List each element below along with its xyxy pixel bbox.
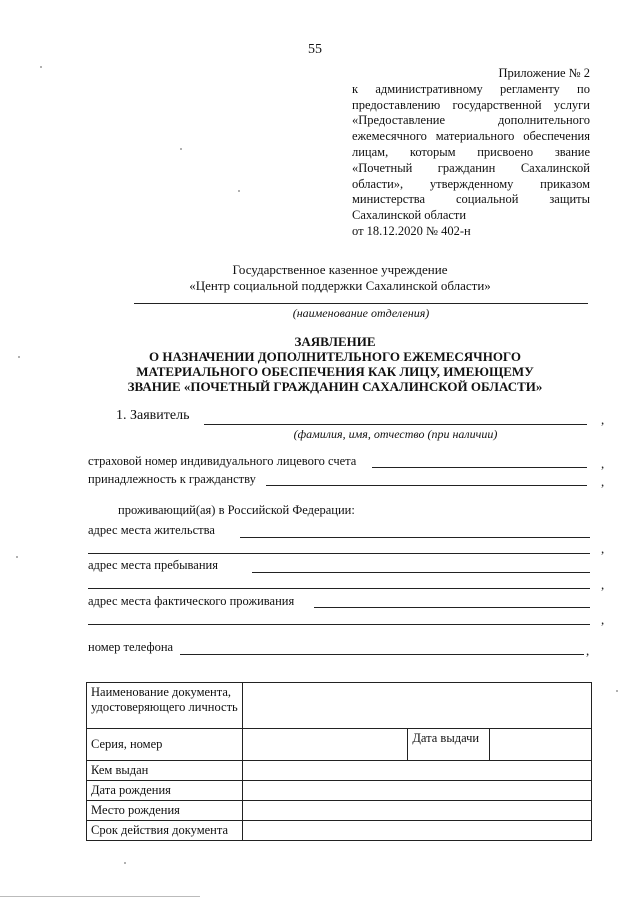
doc-name-label: Наименование документа, удостоверяющего личность [87, 683, 243, 729]
appendix-line: к административному регламенту по [352, 81, 590, 96]
title-line3: МАТЕРИАЛЬНОГО ОБЕСПЕЧЕНИЯ КАК ЛИЦУ, ИМЕЮЩЕМУ [136, 364, 534, 379]
title-line4: ЗВАНИЕ «ПОЧЕТНЫЙ ГРАЖДАНИН САХАЛИНСКОЙ ОБЛАСТИ» [127, 379, 543, 394]
actual-address-field[interactable] [314, 607, 590, 608]
title-line2: О НАЗНАЧЕНИИ ДОПОЛНИТЕЛЬНОГО ЕЖЕМЕСЯЧНОГО [149, 349, 521, 364]
table-row [87, 781, 592, 801]
title-line1: ЗАЯВЛЕНИЕ [294, 334, 376, 349]
appendix-line: «Почетный гражданин Сахалинской [352, 160, 590, 175]
appendix-line: Сахалинской области [352, 208, 467, 223]
table-row [87, 683, 592, 729]
appendix-line: ежемесячного материального обеспечения [352, 129, 590, 144]
residence-address-label: адрес места жительства [88, 523, 215, 537]
appendix-line: области», утвержденному приказом [352, 176, 590, 191]
table-row [87, 729, 592, 761]
page-number: 55 [308, 42, 322, 57]
phone-field[interactable] [180, 654, 584, 655]
issue-date-label: Дата выдачи [408, 729, 490, 761]
citizenship-label: принадлежность к гражданству [88, 472, 256, 486]
birth-date-cell[interactable] [242, 781, 591, 801]
issued-by-cell[interactable] [242, 761, 591, 781]
appendix-block [352, 66, 590, 240]
appendix-line: «Предоставление дополнительного [352, 113, 590, 128]
scan-speck [616, 690, 618, 692]
comma: , [601, 577, 605, 592]
stay-address-field-2[interactable] [88, 588, 590, 589]
birth-date-label: Дата рождения [87, 781, 243, 801]
table-row [87, 801, 592, 821]
actual-address-label: адрес места фактического проживания [88, 594, 295, 608]
comma: , [601, 541, 605, 556]
doc-name-cell[interactable] [242, 683, 591, 729]
scan-speck [18, 356, 20, 358]
issued-by-label: Кем выдан [87, 761, 243, 781]
scan-speck [180, 148, 182, 150]
series-number-label: Серия, номер [87, 729, 243, 761]
identity-document-table [86, 682, 592, 841]
table-row [87, 761, 592, 781]
applicant-label: 1. Заявитель [116, 408, 190, 423]
validity-label: Срок действия документа [87, 821, 243, 841]
organization-line1: Государственное казенное учреждение [232, 262, 448, 277]
phone-label: номер телефона [88, 640, 174, 654]
comma: , [586, 643, 590, 658]
appendix-heading: Приложение № 2 [498, 66, 590, 80]
actual-address-field-2[interactable] [88, 624, 590, 625]
stay-address-field[interactable] [252, 572, 590, 573]
comma: , [601, 456, 605, 471]
scan-speck [124, 862, 126, 864]
comma: , [601, 412, 605, 427]
applicant-name-field[interactable] [204, 424, 587, 425]
series-number-cell[interactable] [242, 729, 408, 761]
citizenship-field[interactable] [266, 485, 587, 486]
appendix-line: от 18.12.2020 № 402-н [352, 223, 471, 238]
department-field-line[interactable] [134, 303, 588, 304]
department-hint: (наименование отделения) [292, 306, 430, 320]
document-title [90, 334, 580, 394]
comma: , [601, 474, 605, 489]
organization-line2: «Центр социальной поддержки Сахалинской области» [189, 277, 491, 293]
residence-address-field-2[interactable] [88, 553, 590, 554]
scan-speck [238, 190, 240, 192]
stay-address-label: адрес места пребывания [88, 558, 218, 572]
comma: , [601, 612, 605, 627]
residing-label: проживающий(ая) в Российской Федерации: [118, 503, 355, 517]
organization-block [120, 262, 560, 293]
table-row [87, 821, 592, 841]
residence-address-field[interactable] [240, 537, 590, 538]
validity-cell[interactable] [242, 821, 591, 841]
scan-speck [16, 556, 18, 558]
appendix-line: министерства социальной защиты [352, 192, 590, 207]
appendix-line: предоставлению государственной услуги [352, 97, 590, 112]
snils-field[interactable] [372, 467, 587, 468]
birth-place-cell[interactable] [242, 801, 591, 821]
applicant-name-hint: (фамилия, имя, отчество (при наличии) [293, 427, 498, 441]
birth-place-label: Место рождения [87, 801, 243, 821]
scan-speck [40, 66, 42, 68]
scan-edge-line [0, 896, 200, 897]
issue-date-cell[interactable] [490, 729, 592, 761]
appendix-line: лицам, которым присвоено звание [352, 144, 590, 159]
snils-label: страховой номер индивидуального лицевого счета [88, 454, 357, 468]
